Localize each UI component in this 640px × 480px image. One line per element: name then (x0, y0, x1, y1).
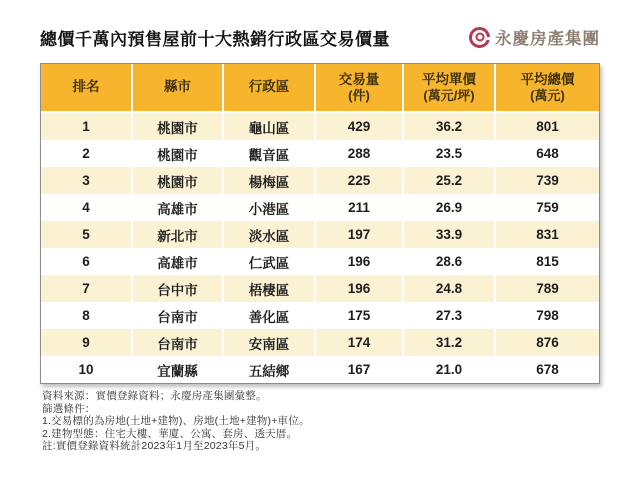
table-cell: 10 (78, 362, 94, 377)
table-cell: 167 (314, 356, 402, 383)
table-cell: 仁武區 (222, 248, 314, 275)
table-cell: 815 (494, 248, 599, 275)
table-cell: 175 (314, 302, 402, 329)
yungching-logo-text: 永慶房產集團 (495, 30, 600, 48)
table-cell: 26.9 (402, 194, 494, 221)
table-cell: 801 (494, 113, 599, 140)
column-header: 平均單價 (萬元/坪) (402, 64, 494, 111)
table-cell: 798 (494, 302, 599, 329)
yungching-logo-icon (469, 27, 490, 48)
table-header-row (41, 64, 599, 113)
footnotes (40, 390, 600, 453)
table-cell: 台南市 (131, 329, 222, 356)
table-cell: 196 (314, 275, 402, 302)
table-cell: 桃園市 (131, 167, 222, 194)
table-cell: 23.5 (402, 140, 494, 167)
data-table (40, 63, 600, 384)
table-cell: 876 (494, 329, 599, 356)
table-row (41, 302, 599, 329)
top-bar (40, 22, 600, 52)
table-cell: 789 (494, 275, 599, 302)
table-cell: 197 (314, 221, 402, 248)
table-cell: 288 (314, 140, 402, 167)
table-row (41, 113, 599, 140)
table-row (41, 329, 599, 356)
table-cell: 楊梅區 (222, 167, 314, 194)
table-cell: 759 (494, 194, 599, 221)
table-cell: 9 (82, 335, 90, 350)
table-row (41, 167, 599, 194)
table-cell: 27.3 (402, 302, 494, 329)
table-cell: 高雄市 (131, 194, 222, 221)
table-cell: 4 (82, 200, 90, 215)
table-cell: 33.9 (402, 221, 494, 248)
table-cell: 新北市 (131, 221, 222, 248)
table-cell: 梧棲區 (222, 275, 314, 302)
column-header: 交易量 (件) (314, 64, 402, 111)
table-cell: 高雄市 (131, 248, 222, 275)
table-cell: 1 (82, 119, 90, 134)
table-cell: 225 (314, 167, 402, 194)
table-cell: 龜山區 (222, 113, 314, 140)
table-cell: 觀音區 (222, 140, 314, 167)
table-cell: 196 (314, 248, 402, 275)
table-cell: 7 (82, 281, 90, 296)
table-cell: 24.8 (402, 275, 494, 302)
table-cell: 善化區 (222, 302, 314, 329)
yungching-logo (469, 25, 600, 49)
table-cell: 安南區 (222, 329, 314, 356)
table-cell: 36.2 (402, 113, 494, 140)
table-cell: 桃園市 (131, 140, 222, 167)
table-cell: 211 (314, 194, 402, 221)
table-cell: 2 (82, 146, 90, 161)
table-cell: 739 (494, 167, 599, 194)
table-cell: 28.6 (402, 248, 494, 275)
column-header: 縣市 (131, 64, 222, 111)
table-cell: 648 (494, 140, 599, 167)
column-header: 平均總價 (萬元) (494, 64, 599, 111)
table-cell: 台南市 (131, 302, 222, 329)
table-cell: 31.2 (402, 329, 494, 356)
table-cell: 宜蘭縣 (131, 356, 222, 383)
table-cell: 五結鄉 (222, 356, 314, 383)
table-row (41, 356, 599, 383)
page-title: 總價千萬內預售屋前十大熱銷行政區交易價量 (40, 29, 390, 49)
table-cell: 8 (82, 308, 90, 323)
table-cell: 5 (82, 227, 90, 242)
table-cell: 3 (82, 173, 90, 188)
footnote-item-2: 2.建物型態：住宅大樓、華廈、公寓、套房、透天厝。 (42, 427, 298, 440)
table-row (41, 248, 599, 275)
table-cell: 678 (494, 356, 599, 383)
column-header: 排名 (72, 79, 100, 95)
table-cell: 831 (494, 221, 599, 248)
table-cell: 429 (314, 113, 402, 140)
table-row (41, 194, 599, 221)
table-cell: 6 (82, 254, 90, 269)
table-body (41, 113, 599, 383)
footnote-period: 註:實價登錄資料統計2023年1月至2023年5月。 (42, 440, 267, 453)
table-row (41, 275, 599, 302)
footnote-item-1: 1.交易標的為房地(土地+建物)、房地(土地+建物)+車位。 (42, 415, 310, 428)
table-cell: 174 (314, 329, 402, 356)
footnote-source: 資料來源：實價登錄資料；永慶房產集團彙整。 (42, 390, 267, 402)
table-cell: 25.2 (402, 167, 494, 194)
table-cell: 淡水區 (222, 221, 314, 248)
table-row (41, 140, 599, 167)
table-cell: 桃園市 (131, 113, 222, 140)
table-cell: 台中市 (131, 275, 222, 302)
table-cell: 小港區 (222, 194, 314, 221)
column-header: 行政區 (222, 64, 314, 111)
footnote-criteria: 篩選條件： (42, 402, 96, 415)
table-cell: 21.0 (402, 356, 494, 383)
table-row (41, 221, 599, 248)
